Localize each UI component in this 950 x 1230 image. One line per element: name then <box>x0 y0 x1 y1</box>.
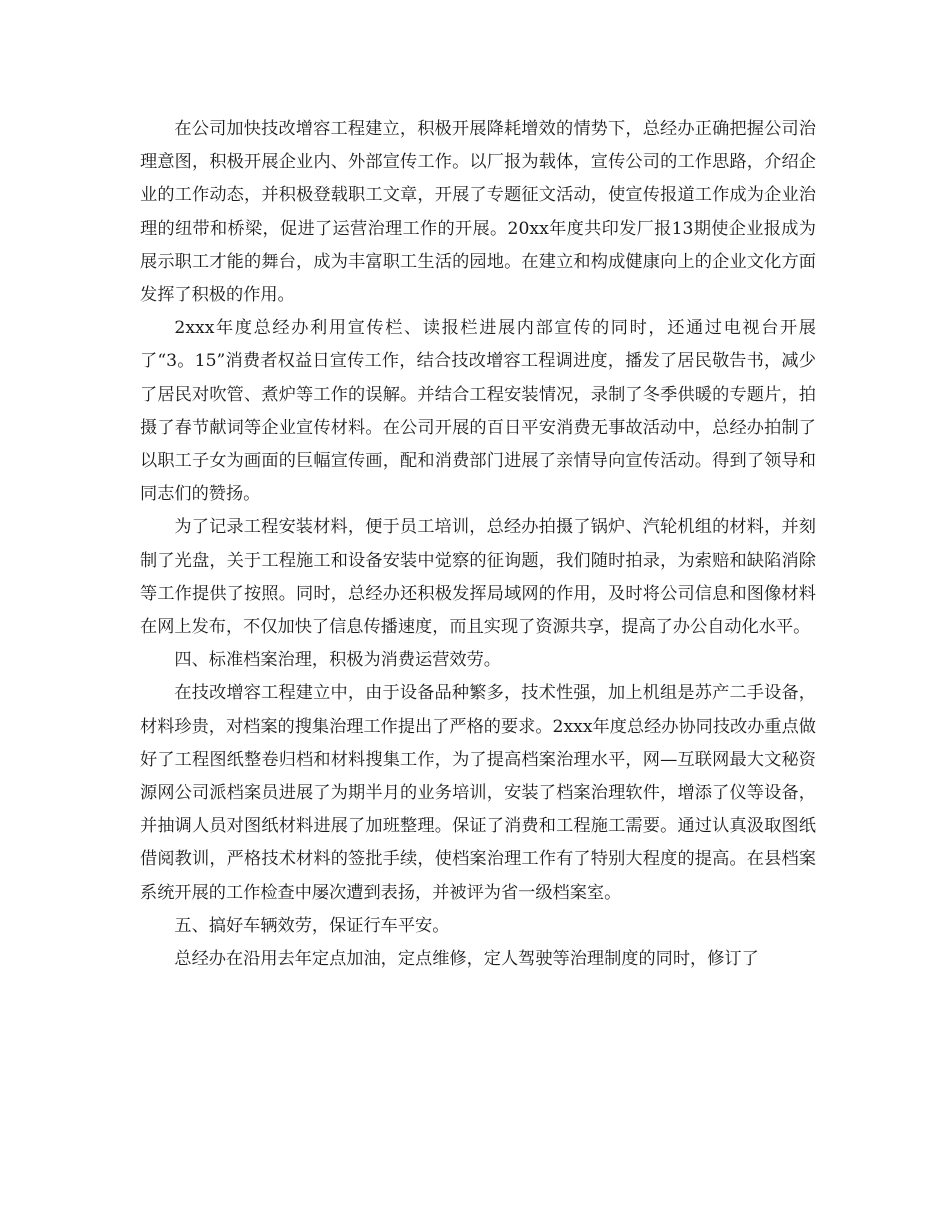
document-body <box>140 113 816 976</box>
paragraph-recording-materials: 为了记录工程安装材料，便于员工培训，总经办拍摄了锅炉、汽轮机组的材料，并刻制了光盘，关于工程施工和设备安装中觉察的征询题，我们随时拍录，为索赔和缺陷消除等工作提供了按照。同时，总经办还积极发挥局域网的作用，及时将公司信息和图像材料在网上发布，不仅加快了信息传播速度，而且实现了资源共享，提高了办公自动化水平。 <box>140 517 816 638</box>
paragraph-internal-publicity: 2xxx年度总经办利用宣传栏、读报栏进展内部宣传的同时，还通过电视台开展了“3。15”消费者权益日宣传工作，结合技改增容工程调进度，播发了居民敬告书，减少了居民对吹管、煮炉等工作的误解。并结合工程安装情况，录制了冬季供暖的专题片，拍摄了春节献词等企业宣传材料。在公司开展的百日平安消费无事故活动中，总经办拍制了以职工子女为画面的巨幅宣传画，配和消费部门进展了亲情导向宣传活动。得到了领导和同志们的赞扬。 <box>140 318 816 505</box>
section-heading-vehicles: 五、搞好车辆效劳，保证行车平安。 <box>174 915 450 936</box>
paragraph-publicity: 在公司加快技改增容工程建立，积极开展降耗增效的情势下，总经办正确把握公司治理意图，积极开展企业内、外部宣传工作。以厂报为载体，宣传公司的工作思路，介绍企业的工作动态，并积极登载职工文章，开展了专题征文活动，使宣传报道工作成为企业治理的纽带和桥梁，促进了运营治理工作的开展。20xx年度共印发厂报13期使企业报成为展示职工才能的舞台，成为丰富职工生活的园地。在建立和构成健康向上的企业文化方面发挥了积极的作用。 <box>140 119 816 306</box>
section-heading-archives: 四、标准档案治理，积极为消费运营效劳。 <box>174 650 501 671</box>
paragraph-archives: 在技改增容工程建立中，由于设备品种繁多，技术性强，加上机组是苏产二手设备，材料珍贵，对档案的搜集治理工作提出了严格的要求。2xxx年度总经办协同技改办重点做好了工程图纸整卷归档和材料搜集工作，为了提高档案治理水平，网—互联网最大文秘资源网公司派档案员进展了为期半月的业务培训，安装了档案治理软件，增添了仪等设备，并抽调人员对图纸材料进展了加班整理。保证了消费和工程施工需要。通过认真汲取图纸借阅教训，严格技术材料的签批手续，使档案治理工作有了特别大程度的提高。在县档案系统开展的工作检查中屡次遭到表扬，并被评为省一级档案室。 <box>140 683 816 903</box>
paragraph-vehicles: 总经办在沿用去年定点加油，定点维修，定人驾驶等治理制度的同时，修订了 <box>174 949 759 970</box>
